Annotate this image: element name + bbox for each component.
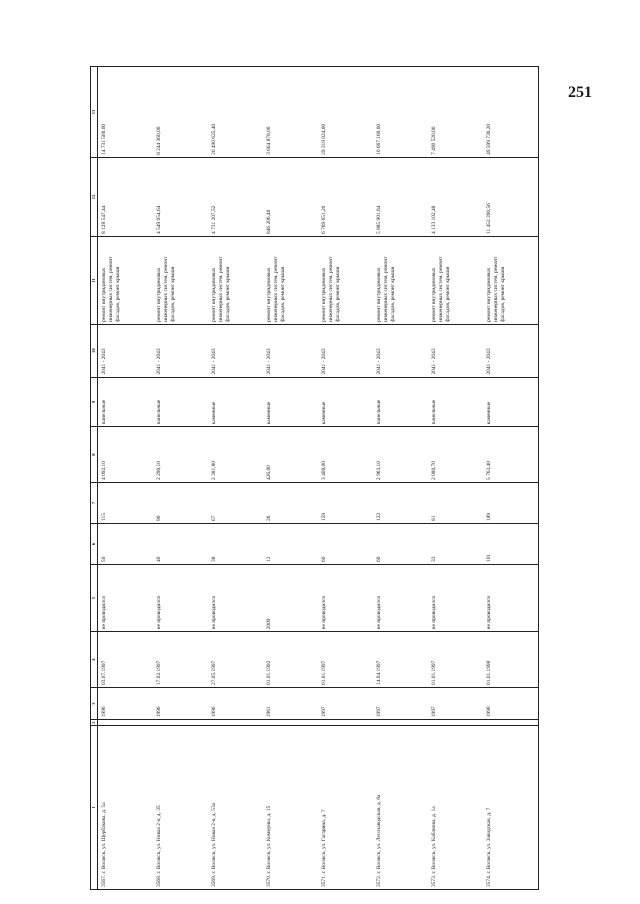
col-header-11: 11 [91,236,98,324]
last-repair-cell: не проводился [483,564,539,631]
area-cell: 2 381,80 [208,427,263,483]
year-cell: 1998 [483,687,539,719]
apartments-cell: 189 [483,482,539,523]
cost2-cell: 10 667 160,00 [373,67,428,158]
period-cell: 2041 - 2043 [208,324,263,377]
floors-cell: 60 [318,523,373,564]
cost1-cell: 6 769 651,20 [318,157,373,236]
date-cell: 03.07.1997 [98,632,154,688]
housing-repair-table [90,66,539,890]
floors-cell: 60 [373,523,428,564]
wall-material-cell: каменные [263,377,318,427]
area-cell: 2 290,10 [153,427,208,483]
date-cell: 01.01.1997 [318,632,373,688]
floors-cell: 12 [263,523,318,564]
col-header-7: 7 [91,482,98,523]
area-cell: 2 963,10 [373,427,428,483]
address-cell: 3573. г. Волжск, ул. Кабанова, д. 1а [428,726,483,890]
year-cell: 1996 [208,687,263,719]
date-cell: 17.02.1997 [153,632,208,688]
col-header-6: 6 [91,523,98,564]
period-cell: 2041 - 2043 [483,324,539,377]
cost2-cell: 29 319 024,00 [318,67,373,158]
apartments-cell: 90 [153,482,208,523]
address-cell: 3568. г. Волжск, ул. Новая 2-я, д. 35 [153,726,208,890]
wall-material-cell: панельные [373,377,428,427]
wall-material-cell: каменные [483,377,539,427]
cost1-cell: 5 885 901,84 [373,157,428,236]
cost1-cell: 8 128 547,44 [98,157,154,236]
last-repair-cell: не проводился [428,564,483,631]
cost2-cell: 49 599 736,20 [483,67,539,158]
apartments-cell: 159 [318,482,373,523]
period-cell: 2041 - 2043 [428,324,483,377]
last-repair-cell: не проводился [98,564,154,631]
col-header-4: 4 [91,632,98,688]
area-cell: 5 763,40 [483,427,539,483]
col-header-3: 3 [91,687,98,719]
empty-cell [373,720,428,726]
table-row [428,67,483,890]
wall-material-cell: панельные [98,377,154,427]
empty-cell [318,720,373,726]
last-repair-cell: не проводился [208,564,263,631]
wall-material-cell: каменные [318,377,373,427]
cost1-cell: 4 549 054,64 [153,157,208,236]
year-cell: 1997 [373,687,428,719]
address-cell: 3567. г. Волжск, ул. Щербакова, д. 5а [98,726,154,890]
empty-cell [428,720,483,726]
cost2-cell: 7 490 520,00 [428,67,483,158]
col-header-8: 8 [91,427,98,483]
works-cell: ремонт внутридомовых инженерных систем, ремонт фасадов, ремонт крыши [98,236,154,324]
date-cell: 01.01.1992 [263,632,318,688]
table-row [153,67,208,890]
wall-material-cell: каменные [208,377,263,427]
period-cell: 2041 - 2043 [373,324,428,377]
apartments-cell: 115 [98,482,154,523]
apartments-cell: 26 [263,482,318,523]
area-cell: 3 408,00 [318,427,373,483]
wall-material-cell: панельные [153,377,208,427]
cost2-cell: 8 244 360,00 [153,67,208,158]
date-cell: 14.04.1997 [373,632,428,688]
cost2-cell: 14 731 560,00 [98,67,154,158]
date-cell: 01.01.1997 [428,632,483,688]
works-cell: ремонт внутридомовых инженерных систем, ремонт фасадов, ремонт крыши [483,236,539,324]
cost1-cell: 846 206,40 [263,157,318,236]
floors-cell: 50 [98,523,154,564]
table-row [208,67,263,890]
empty-cell [483,720,539,726]
empty-cell [263,720,318,726]
last-repair-cell: не проводился [318,564,373,631]
address-cell: 3574. г. Волжск, ул. Заводская, д. 7 [483,726,539,890]
cost2-cell: 20 490 625,40 [208,67,263,158]
table-row [318,67,373,890]
date-cell: 27.05.1997 [208,632,263,688]
period-cell: 2041 - 2043 [153,324,208,377]
year-cell: 1997 [428,687,483,719]
table-row [263,67,318,890]
works-cell: ремонт внутридомовых инженерных систем, ремонт фасадов, ремонт крыши [263,236,318,324]
area-cell: 426,00 [263,427,318,483]
col-header-5: 5 [91,564,98,631]
table-row [483,67,539,890]
year-cell: 1996 [153,687,208,719]
last-repair-cell: не проводился [373,564,428,631]
empty-cell [208,720,263,726]
floors-cell: 38 [208,523,263,564]
col-header-13: 13 [91,67,98,158]
works-cell: ремонт внутридомовых инженерных систем, ремонт фасадов, ремонт крыши [153,236,208,324]
address-cell: 3572. г. Волжск, ул. Лесозаводская, д. 6а [373,726,428,890]
period-cell: 2041 - 2043 [98,324,154,377]
cost1-cell: 4 133 102,48 [428,157,483,236]
address-cell: 3570. г. Волжск, ул. Коммуны, д. 15 [263,726,318,890]
year-cell: 1996 [98,687,154,719]
works-cell: ремонт внутридомовых инженерных систем, ремонт фасадов, ремонт крыши [318,236,373,324]
col-header-1: 1 [91,726,98,890]
apartments-cell: 123 [373,482,428,523]
col-header-2: 2 [91,721,96,724]
area-cell: 4 092,10 [98,427,154,483]
year-cell: 1961 [263,687,318,719]
col-header-12: 12 [91,157,98,236]
empty-cell [98,720,154,726]
apartments-cell: 67 [208,482,263,523]
works-cell: ремонт внутридомовых инженерных систем, ремонт фасадов, ремонт крыши [208,236,263,324]
works-cell: ремонт внутридомовых инженерных систем, ремонт фасадов, ремонт крыши [428,236,483,324]
floors-cell: 40 [153,523,208,564]
period-cell: 2041 - 2043 [263,324,318,377]
table-row [98,67,154,890]
floors-cell: 101 [483,523,539,564]
col-header-9: 9 [91,377,98,427]
address-cell: 3569. г. Волжск, ул. Новая 2-я, д. 53а [208,726,263,890]
last-repair-cell: 2009 [263,564,318,631]
col-header-10: 10 [91,324,98,377]
address-cell: 3571. г. Волжск, ул. Гагарина, д. 7 [318,726,373,890]
apartments-cell: 81 [428,482,483,523]
empty-cell [153,720,208,726]
works-cell: ремонт внутридомовых инженерных систем, ремонт фасадов, ремонт крыши [373,236,428,324]
cost1-cell: 4 731 207,52 [208,157,263,236]
page-number: 251 [568,84,592,101]
period-cell: 2041 - 2043 [318,324,373,377]
wall-material-cell: панельные [428,377,483,427]
date-cell: 01.01.1998 [483,632,539,688]
table-row [373,67,428,890]
cost1-cell: 11 452 390,56 [483,157,539,236]
cost2-cell: 3 664 878,00 [263,67,318,158]
column-number-header-row [91,67,98,890]
year-cell: 1997 [318,687,373,719]
area-cell: 2 080,70 [428,427,483,483]
floors-cell: 33 [428,523,483,564]
last-repair-cell: не проводился [153,564,208,631]
